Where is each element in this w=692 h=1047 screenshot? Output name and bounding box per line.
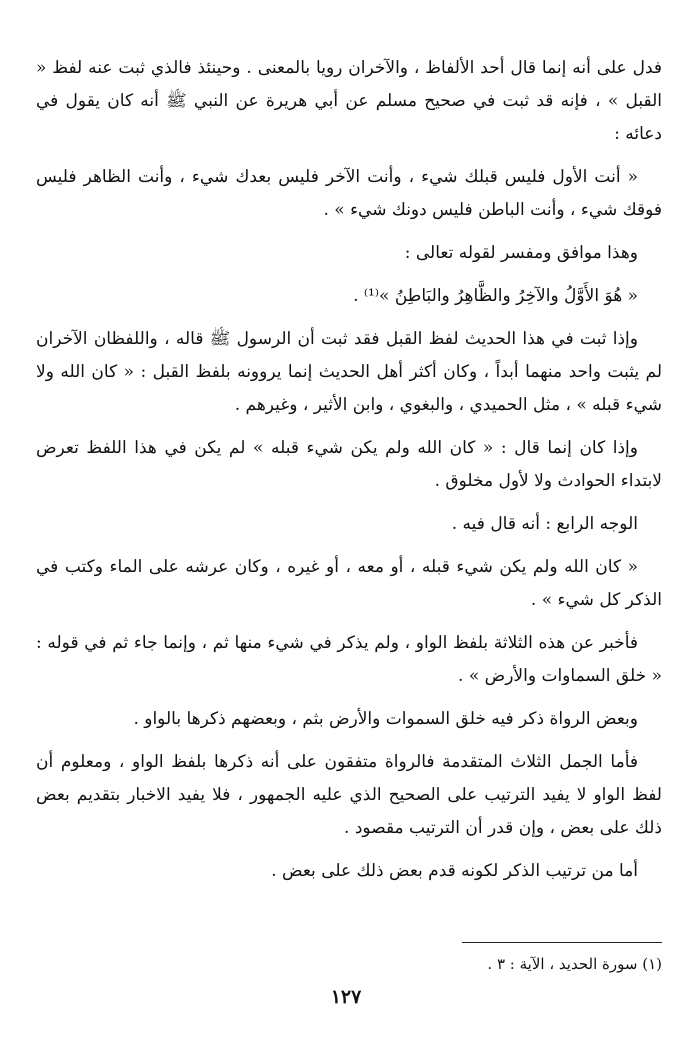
paragraph-5: وإذا ثبت في هذا الحديث لفظ القبل فقد ثبت أن الرسول ﷺ قاله ، واللفظان الآخران لم يثبت واحد منهما أبداً ، وكان أكثر أهل الحديث إنما يروونه بلفظ القبل : « كان الله ولا شيء قبله » ، مثل الحميدي ، والبغوي ، وابن الأثير ، وغيرهم . (36, 329, 662, 415)
footnote: (١) سورة الحديد ، الآية : ٣ . (487, 955, 662, 973)
paragraph-7: الوجه الرابع : أنه قال فيه . (451, 514, 638, 534)
paragraph-12: أما من ترتيب الذكر لكونه قدم بعض ذلك على بعض . (271, 861, 638, 881)
paragraph-2-quote: « أنت الأول فليس قبلك شيء ، وأنت الآخر فليس بعدك شيء ، وأنت الظاهر فليس فوقك شيء ، وأنت الباطن فليس دونك شيء » . (36, 167, 662, 220)
paragraph-1: فدل على أنه إنما قال أحد الألفاظ ، والآخران رويا بالمعنى . وحينئذ فالذي ثبت عنه لفظ « القبل » ، فإنه قد ثبت في صحيح مسلم عن أبي هريرة عن النبي ﷺ أنه كان يقول في دعائه : (36, 58, 662, 144)
paragraph-9: فأخبر عن هذه الثلاثة بلفظ الواو ، ولم يذكر في شيء منها ثم ، وإنما جاء ثم في قوله : « خلق السماوات والأرض » . (36, 633, 662, 686)
paragraph-11: فأما الجمل الثلاث المتقدمة فالرواة متفقون على أنه ذكرها بلفظ الواو ، ومعلوم أن لفظ الواو لا يفيد الترتيب على الصحيح الذي عليه الجمهور ، فلا يفيد الاخبار بتقديم بعض ذلك على بعض ، وإن قدر أن الترتيب مقصود . (36, 752, 662, 838)
paragraph-8-quote: « كان الله ولم يكن شيء قبله ، أو معه ، أو غيره ، وكان عرشه على الماء وكتب في الذكر كل شيء » . (36, 557, 662, 610)
paragraph-6: وإذا كان إنما قال : « كان الله ولم يكن شيء قبله » لم يكن في هذا اللفظ تعرض لابتداء الحوادث ولا لأول مخلوق . (36, 438, 662, 491)
body-text (36, 52, 662, 898)
paragraph-3: وهذا موافق ومفسر لقوله تعالى : (404, 243, 638, 263)
footnote-divider (462, 942, 662, 943)
paragraph-4-verse: « هُوَ الأَوَّلُ والآخِرُ والظَّاهِرُ والبَاطِنُ »⁽¹⁾ . (353, 286, 638, 306)
paragraph-10: وبعض الرواة ذكر فيه خلق السموات والأرض بثم ، وبعضهم ذكرها بالواو . (133, 709, 638, 729)
page-number: ١٢٧ (330, 986, 362, 1008)
